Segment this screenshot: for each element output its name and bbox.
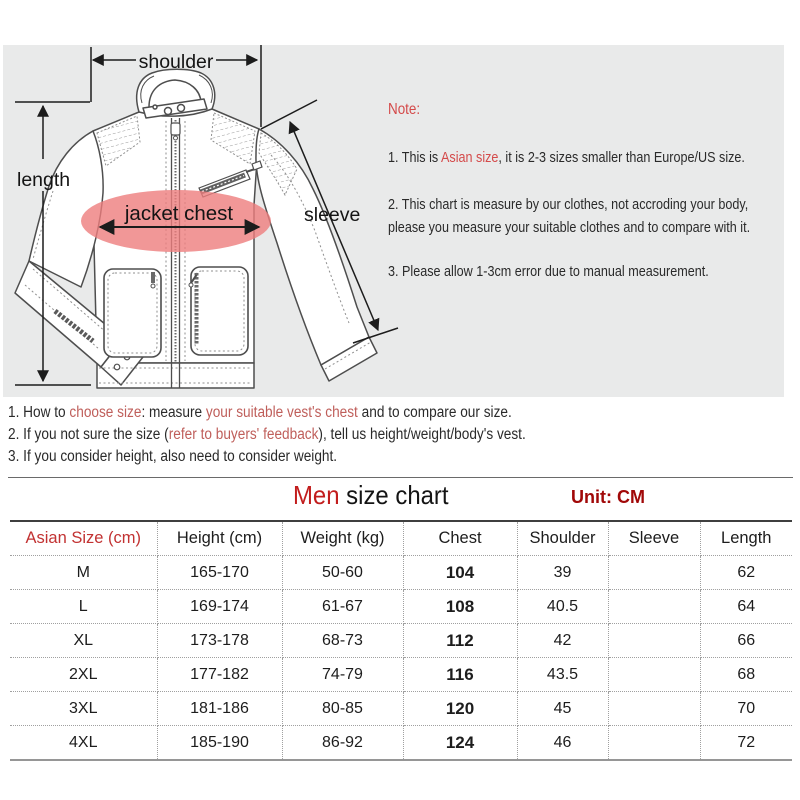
cell-size: XL bbox=[10, 624, 157, 658]
tip-1: 1. How to choose size: measure your suitable vest's chest and to compare our size. bbox=[8, 404, 512, 421]
jacket-measurement-diagram bbox=[3, 45, 423, 397]
cell-length: 66 bbox=[700, 624, 792, 658]
cell-weight: 74-79 bbox=[282, 658, 403, 692]
cell-sleeve bbox=[608, 726, 700, 761]
cell-shoulder: 45 bbox=[517, 692, 608, 726]
table-row-xl bbox=[10, 624, 792, 658]
note-3: 3. Please allow 1-3cm error due to manual measurement. bbox=[388, 263, 709, 280]
cell-chest: 112 bbox=[403, 624, 517, 658]
cell-weight: 68-73 bbox=[282, 624, 403, 658]
table-row-2xl bbox=[10, 658, 792, 692]
sleeve-label: sleeve bbox=[304, 204, 361, 226]
cell-chest: 120 bbox=[403, 692, 517, 726]
cell-size: 4XL bbox=[10, 726, 157, 761]
note-1: 1. This is Asian size, it is 2-3 sizes smaller than Europe/US size. bbox=[388, 149, 745, 166]
cell-size: 2XL bbox=[10, 658, 157, 692]
cell-sleeve bbox=[608, 692, 700, 726]
column-header-sleeve: Sleeve bbox=[608, 521, 700, 556]
table-row-3xl bbox=[10, 692, 792, 726]
cell-shoulder: 40.5 bbox=[517, 590, 608, 624]
cell-height: 165-170 bbox=[157, 556, 282, 590]
cell-size: L bbox=[10, 590, 157, 624]
divider-line bbox=[8, 477, 793, 478]
cell-weight: 50-60 bbox=[282, 556, 403, 590]
cell-length: 72 bbox=[737, 733, 756, 751]
table-row-m bbox=[10, 556, 792, 590]
column-header-shoulder: Shoulder bbox=[517, 521, 608, 556]
cell-weight: 61-67 bbox=[282, 590, 403, 624]
cell-length: 64 bbox=[700, 590, 792, 624]
measurement-panel bbox=[3, 45, 784, 397]
length-label: length bbox=[17, 169, 71, 191]
cell-sleeve bbox=[608, 624, 700, 658]
column-header-chest: Chest bbox=[403, 521, 517, 556]
table-row-l bbox=[10, 590, 792, 624]
cell-shoulder: 42 bbox=[517, 624, 608, 658]
cell-height: 177-182 bbox=[157, 658, 282, 692]
collar-icon bbox=[137, 69, 215, 118]
cell-height: 181-186 bbox=[157, 692, 282, 726]
notes-section bbox=[388, 101, 784, 280]
cell-length: 68 bbox=[700, 658, 792, 692]
cell-height: 185-190 bbox=[157, 726, 282, 761]
column-header-weight: Weight (kg) bbox=[282, 521, 403, 556]
unit-label: Unit: CM bbox=[571, 487, 645, 507]
table-row-4xl bbox=[10, 726, 792, 761]
header-row bbox=[10, 521, 792, 556]
cell-length: 62 bbox=[700, 556, 792, 590]
cell-sleeve bbox=[608, 590, 700, 624]
cell-chest: 104 bbox=[403, 556, 517, 590]
column-header-length: Length bbox=[700, 521, 792, 556]
tip-2: 2. If you not sure the size (refer to buyers' feedback), tell us height/weight/body's vest. bbox=[8, 426, 526, 443]
cell-chest: 124 bbox=[403, 726, 517, 761]
tip-3: 3. If you consider height, also need to consider weight. bbox=[8, 448, 338, 465]
cell-weight: 86-92 bbox=[282, 726, 403, 761]
cell-length: 70 bbox=[700, 692, 792, 726]
cell-shoulder: 43.5 bbox=[517, 658, 608, 692]
cell-height: 173-178 bbox=[157, 624, 282, 658]
cell-size: M bbox=[10, 556, 157, 590]
jacket-chest-label: jacket chest bbox=[124, 202, 234, 225]
notes-heading: Note: bbox=[388, 101, 421, 118]
size-chart-title: Men size chart bbox=[293, 480, 449, 510]
sizing-tips bbox=[8, 402, 596, 468]
asian-size-highlight: Asian size bbox=[440, 149, 499, 166]
cell-shoulder: 46 bbox=[517, 726, 608, 761]
cell-sleeve bbox=[608, 556, 700, 590]
title-accent: Men bbox=[293, 480, 340, 510]
cell-chest: 116 bbox=[403, 658, 517, 692]
cell-sleeve bbox=[608, 658, 700, 692]
column-header-asian-size: Asian Size (cm) bbox=[10, 521, 157, 556]
cell-chest: 108 bbox=[403, 590, 517, 624]
cell-size: 3XL bbox=[10, 692, 157, 726]
cell-shoulder: 39 bbox=[517, 556, 608, 590]
note-2: 2. This chart is measure by our clothes, not accroding your body, please you measure your suitable clothes and to compare with it. bbox=[388, 196, 751, 236]
size-chart-table bbox=[10, 520, 792, 761]
cell-weight: 80-85 bbox=[282, 692, 403, 726]
cell-height: 169-174 bbox=[157, 590, 282, 624]
shoulder-label: shoulder bbox=[138, 51, 214, 73]
column-header-height: Height (cm) bbox=[157, 521, 282, 556]
